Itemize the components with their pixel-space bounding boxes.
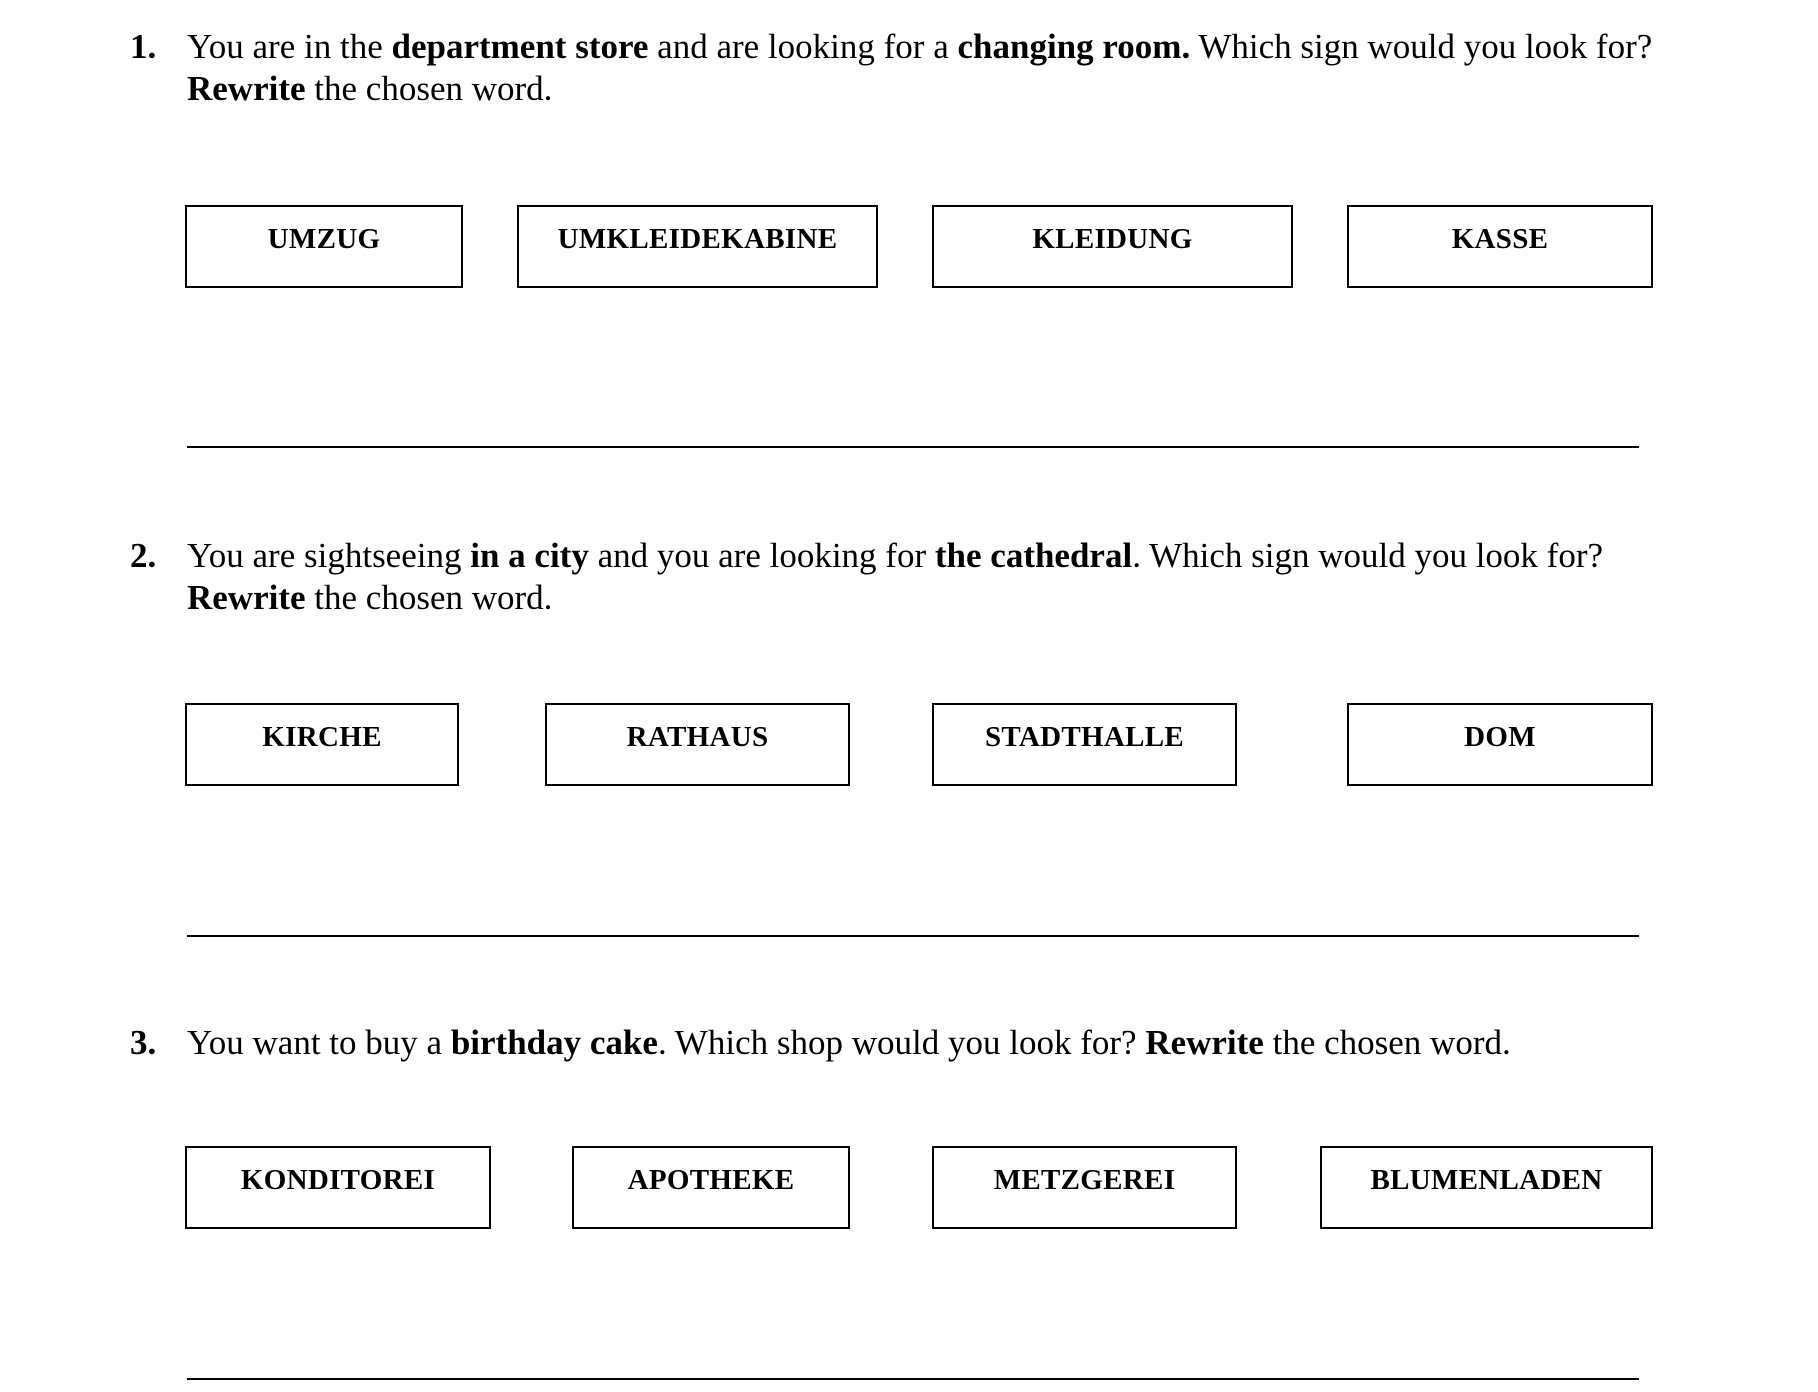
question-2 bbox=[130, 535, 1730, 619]
question-1-text: You are in the department store and are looking for a changing room. Which sign would you look for? Rewrite the chosen word. bbox=[187, 27, 1653, 108]
question-2-number: 2. bbox=[130, 536, 157, 575]
sign-kleidung[interactable]: KLEIDUNG bbox=[932, 205, 1293, 288]
sign-kasse[interactable]: KASSE bbox=[1347, 205, 1653, 288]
question-1-number: 1. bbox=[130, 27, 157, 66]
answer-line-1[interactable] bbox=[187, 446, 1639, 448]
sign-stadthalle[interactable]: STADTHALLE bbox=[932, 703, 1237, 786]
question-1 bbox=[130, 26, 1730, 110]
sign-dom[interactable]: DOM bbox=[1347, 703, 1653, 786]
question-3-number: 3. bbox=[130, 1023, 157, 1062]
sign-metzgerei[interactable]: METZGEREI bbox=[932, 1146, 1237, 1229]
sign-umkleidekabine[interactable]: UMKLEIDEKABINE bbox=[517, 205, 878, 288]
sign-rathaus[interactable]: RATHAUS bbox=[545, 703, 850, 786]
question-3-text: You want to buy a birthday cake. Which shop would you look for? Rewrite the chosen word. bbox=[187, 1023, 1511, 1062]
sign-konditorei[interactable]: KONDITOREI bbox=[185, 1146, 491, 1229]
answer-line-2[interactable] bbox=[187, 935, 1639, 937]
question-3 bbox=[130, 1022, 1730, 1064]
question-2-text: You are sightseeing in a city and you are looking for the cathedral. Which sign would you look for? Rewrite the chosen word. bbox=[187, 536, 1604, 617]
answer-line-3[interactable] bbox=[187, 1378, 1639, 1380]
sign-umzug[interactable]: UMZUG bbox=[185, 205, 463, 288]
sign-kirche[interactable]: KIRCHE bbox=[185, 703, 459, 786]
sign-blumenladen[interactable]: BLUMENLADEN bbox=[1320, 1146, 1653, 1229]
sign-apotheke[interactable]: APOTHEKE bbox=[572, 1146, 850, 1229]
